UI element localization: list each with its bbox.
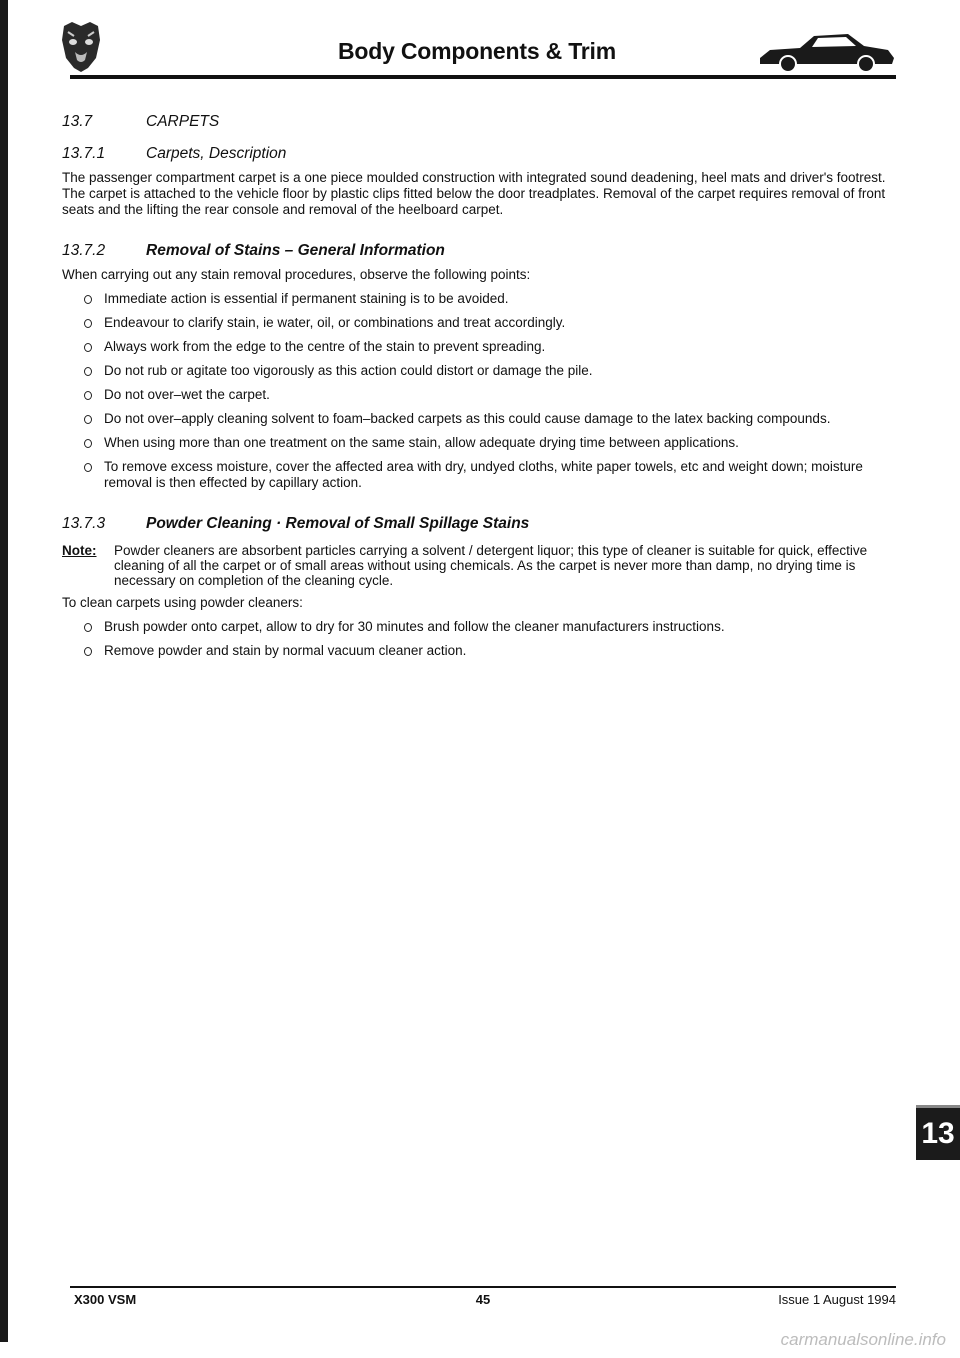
page-edge-bar [0, 0, 8, 1342]
note [62, 543, 892, 588]
subsection-heading-1 [62, 145, 892, 163]
subsection-number: 13.7.1 [62, 145, 106, 162]
page-header [58, 18, 896, 78]
footer-issue-date: Issue 1 August 1994 [778, 1292, 896, 1307]
page-footer [70, 1292, 896, 1312]
chapter-tab [916, 1105, 960, 1160]
note-text: Powder cleaners are absorbent particles carrying a solvent / detergent liquor; this type of cleaner is suitable for quick, effective cleaning of all the carpet or of small areas without using chemicals. As the carpet is never more than damp, no drying time is necessary on completion of the cleaning cycle. [114, 543, 868, 588]
powder-cleaning-intro: To clean carpets using powder cleaners: [62, 595, 303, 610]
section-number: 13.7 [62, 113, 93, 130]
subsection-heading-2 [62, 242, 892, 260]
subsection-number: 13.7.3 [62, 515, 106, 532]
list-item: Brush powder onto carpet, allow to dry for 30 minutes and follow the cleaner manufacturers instructions. [82, 619, 892, 635]
subsection-title: Removal of Stains – General Information [146, 242, 445, 259]
list-item: Remove powder and stain by normal vacuum cleaner action. [82, 643, 892, 659]
page-content [62, 113, 892, 659]
chapter-tab-label: 13 [921, 1117, 955, 1150]
subsection-title: Powder Cleaning · Removal of Small Spillage Stains [146, 515, 530, 532]
list-item: When using more than one treatment on the same stain, allow adequate drying time between applications. [82, 435, 892, 451]
stain-removal-list [62, 291, 892, 491]
section-title: CARPETS [146, 113, 220, 130]
list-item: Do not over–wet the carpet. [82, 387, 892, 403]
powder-cleaning-list [62, 619, 892, 659]
watermark: carmanualsonline.info [780, 1330, 946, 1349]
list-item: Do not over–apply cleaning solvent to foam–backed carpets as this could cause damage to the latex backing compounds. [82, 411, 892, 427]
list-item: Always work from the edge to the centre of the stain to prevent spreading. [82, 339, 892, 355]
footer-rule [70, 1286, 896, 1288]
list-item: To remove excess moisture, cover the affected area with dry, undyed cloths, white paper towels, etc and weight down; moisture removal is then effected by capillary action. [82, 459, 892, 491]
list-item: Immediate action is essential if permanent staining is to be avoided. [82, 291, 892, 307]
carpet-description-paragraph: The passenger compartment carpet is a one piece moulded construction with integrated sound deadening, heel mats and driver's footrest. The carpet is attached to the vehicle floor by plastic clips fitted below the door treadplates. Removal of the carpet requires removal of front seats and the lifting the rear console and removal of the heelboard carpet. [62, 170, 886, 217]
car-silhouette-icon [756, 28, 896, 74]
subsection-heading-3 [62, 515, 892, 533]
section-heading [62, 113, 892, 131]
header-rule [70, 75, 896, 79]
footer-manual-code: X300 VSM [74, 1292, 137, 1307]
note-label: Note: [62, 543, 97, 558]
subsection-number: 13.7.2 [62, 242, 106, 259]
header-title: Body Components & Trim [337, 38, 616, 64]
subsection-title: Carpets, Description [146, 145, 287, 162]
list-item: Do not rub or agitate too vigorously as this action could distort or damage the pile. [82, 363, 892, 379]
page-number: 45 [475, 1292, 491, 1307]
stain-removal-intro: When carrying out any stain removal procedures, observe the following points: [62, 267, 531, 282]
list-item: Endeavour to clarify stain, ie water, oil, or combinations and treat accordingly. [82, 315, 892, 331]
